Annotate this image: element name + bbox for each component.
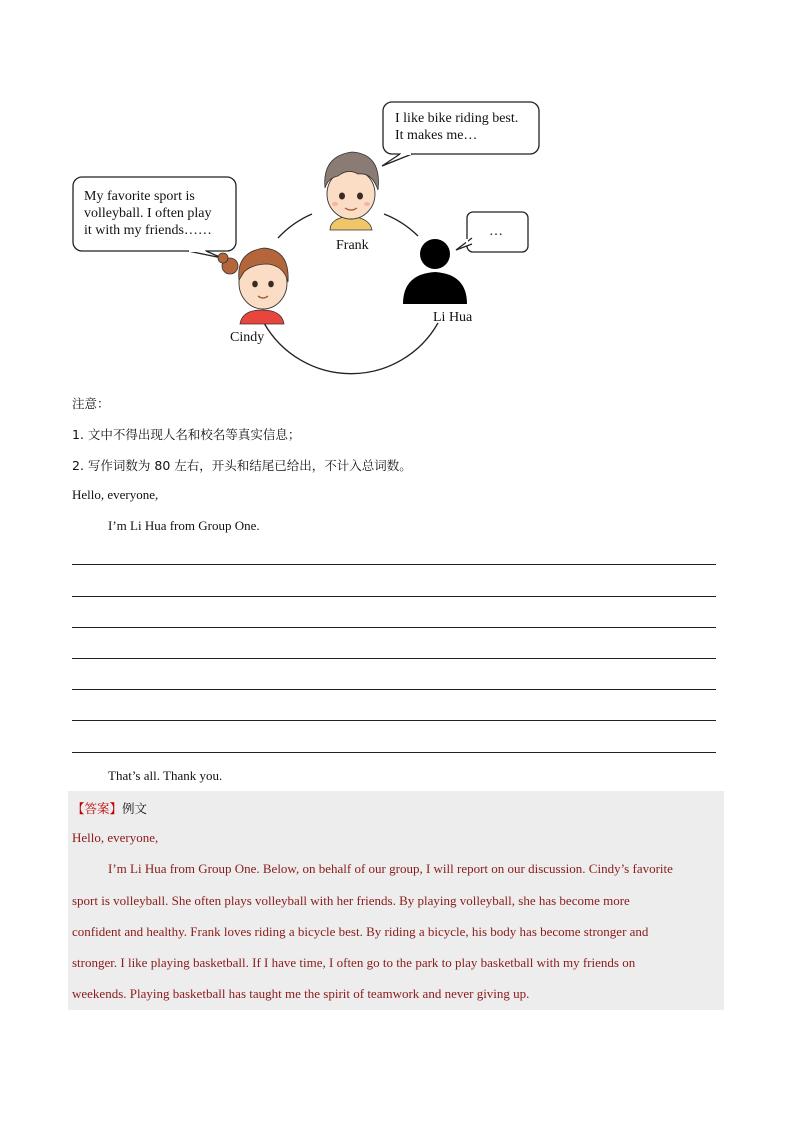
cindy-avatar xyxy=(218,248,288,324)
discussion-illustration xyxy=(60,90,560,390)
circle-arc-bottom xyxy=(264,323,438,374)
answer-label xyxy=(72,799,147,817)
circle-arc-left xyxy=(278,214,312,238)
writing-line xyxy=(72,596,716,597)
writing-line xyxy=(72,689,716,690)
answer-label-text: 例文 xyxy=(122,801,148,816)
lihua-name-label: Li Hua xyxy=(433,310,473,325)
answer-bracket-label: 【答案】 xyxy=(72,801,123,816)
frank-avatar xyxy=(325,152,379,230)
cindy-bubble-text: My favorite sport is volleyball. I often play it with my friends…… xyxy=(84,189,212,238)
notes-heading: 注意： xyxy=(72,396,110,411)
essay-closing: That’s all. Thank you. xyxy=(108,768,223,783)
answer-greeting: Hello, everyone, xyxy=(72,830,159,845)
notes-item-1: 1. 文中不得出现人名和校名等真实信息； xyxy=(72,427,301,442)
notes-item-2: 2. 写作词数为 80 左右，开头和结尾已给出，不计入总词数。 xyxy=(72,458,412,473)
writing-line xyxy=(72,658,716,659)
frank-bubble-text: I like bike riding best. It makes me… xyxy=(395,111,519,143)
writing-line xyxy=(72,752,716,753)
circle-arc-right xyxy=(384,214,418,236)
frank-name-label: Frank xyxy=(336,238,369,253)
writing-line xyxy=(72,720,716,721)
lihua-bubble-text: … xyxy=(489,224,503,239)
writing-line xyxy=(72,627,716,628)
answer-line-3: confident and healthy. Frank loves riding a bicycle best. By riding a bicycle, his body has become stronger and xyxy=(72,924,649,939)
answer-line-2: sport is volleyball. She often plays volleyball with her friends. By playing volleyball, she has become more xyxy=(72,893,630,908)
writing-line xyxy=(72,564,716,565)
answer-line-1: I’m Li Hua from Group One. Below, on behalf of our group, I will report on our discussion. Cindy’s favorite xyxy=(108,861,673,876)
essay-opening: I’m Li Hua from Group One. xyxy=(108,518,260,533)
answer-line-5: weekends. Playing basketball has taught me the spirit of teamwork and never giving up. xyxy=(72,986,530,1001)
essay-greeting: Hello, everyone, xyxy=(72,487,159,502)
cindy-name-label: Cindy xyxy=(230,330,265,345)
answer-line-4: stronger. I like playing basketball. If I have time, I often go to the park to play basketball with my friends on xyxy=(72,955,636,970)
